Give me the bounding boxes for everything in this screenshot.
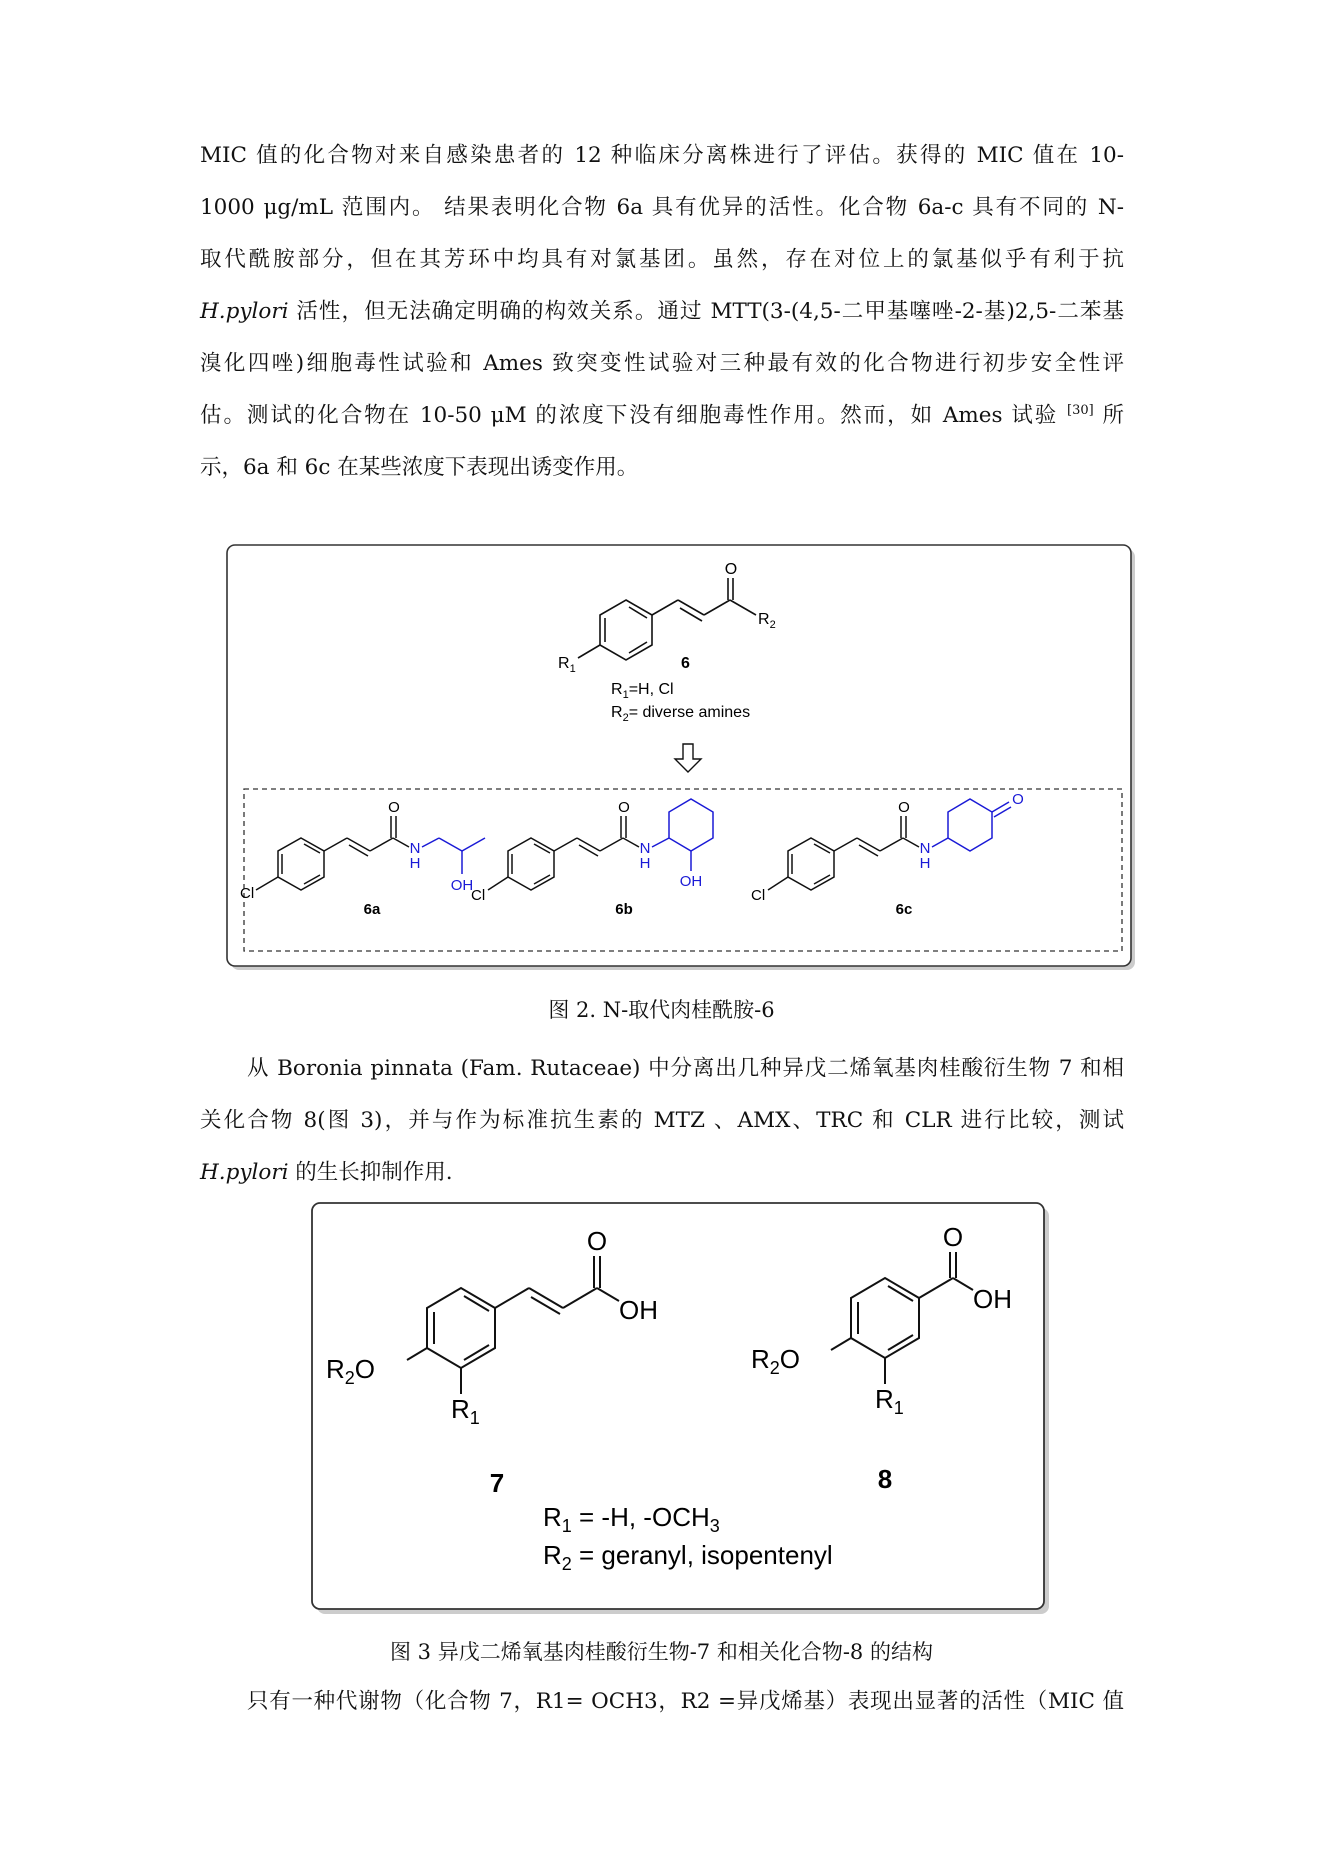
r2-definition-fig3: $R_2$ = geranyl, isopentenyl — [543, 1540, 833, 1574]
svg-text:OH: OH — [450, 877, 474, 894]
svg-text:O: O — [388, 799, 400, 816]
citation-ref: [30] — [1067, 403, 1094, 418]
paragraph-line: 取代酰胺部分，但在其芳环中均具有对氯基团。虽然，存在对位上的氯基似乎有利于抗 — [200, 247, 1124, 272]
paragraph-line: 溴化四唑)细胞毒性试验和 Ames 致突变性试验对三种最有效的化合物进行初步安全性评 — [200, 351, 1124, 376]
figure-3 — [311, 1202, 1051, 1616]
r2-substituent-label: $R_2$ — [758, 611, 776, 631]
species-name: H.pylori — [200, 1160, 289, 1185]
svg-text:H: H — [409, 855, 421, 872]
svg-text:H: H — [919, 855, 931, 872]
r2-definition: $R_2=$ diverse amines — [611, 704, 751, 724]
svg-text:N: N — [639, 840, 651, 857]
compound-6c-label: 6c — [895, 901, 913, 918]
paragraph-line: 1000 μg/mL 范围内。 结果表明化合物 6a 具有优异的活性。化合物 6a-c 具有不同的 N- — [200, 195, 1124, 220]
r1-label-8: $R_1$ — [875, 1384, 904, 1418]
compound-6b-label: 6b — [615, 901, 633, 918]
r1-definition: $R_1=H$, Cl — [611, 681, 674, 701]
figure-2 — [226, 544, 1136, 972]
svg-text:O: O — [586, 1226, 608, 1256]
figure-2-scheme — [226, 544, 1136, 972]
paragraph-line: H.pylori 的生长抑制作用. — [200, 1160, 453, 1185]
svg-text:OH: OH — [619, 1295, 658, 1325]
svg-text:N: N — [919, 840, 931, 857]
compound-7-label: 7 — [489, 1468, 505, 1498]
compound-6a-label: 6a — [363, 901, 381, 918]
r1-substituent-label: $R_1$ — [558, 655, 576, 675]
r1-definition-fig3: $R_1 = -H$, $-OCH_3$ — [543, 1502, 720, 1536]
paragraph-line: MIC 值的化合物对来自感染患者的 12 种临床分离株进行了评估。获得的 MIC 值在 10- — [200, 143, 1124, 168]
paragraph-1 — [200, 130, 1124, 494]
paragraph-line: 从 Boronia pinnata (Fam. Rutaceae) 中分离出几种异戊二烯氧基肉桂酸衍生物 7 和相 — [247, 1056, 1124, 1081]
species-name: H.pylori — [200, 299, 289, 324]
paragraph-line: 估。测试的化合物在 10-50 μM 的浓度下没有细胞毒性作用。然而，如 Ames 试验 [30] 所 — [200, 403, 1124, 428]
svg-text:H: H — [639, 855, 651, 872]
paragraph-line: 只有一种代谢物（化合物 7，R1= OCH3，R2 =异戊烯基）表现出显著的活性（MIC 值 — [247, 1689, 1124, 1714]
figure-3-scheme — [311, 1202, 1051, 1616]
figure-2-caption: 图 2. N-取代肉桂酰胺-6 — [548, 998, 775, 1022]
svg-text:Cl: Cl — [471, 887, 486, 904]
svg-text:O: O — [898, 799, 910, 816]
figure-3-caption: 图 3 异戊二烯氧基肉桂酸衍生物-7 和相关化合物-8 的结构 — [390, 1640, 933, 1664]
svg-text:OH: OH — [679, 873, 703, 890]
svg-text:O: O — [1012, 791, 1024, 808]
carbonyl-oxygen-label: O — [724, 561, 738, 578]
paragraph-2 — [200, 1043, 1124, 1199]
r2-label-7: $R_2O$ — [326, 1354, 376, 1388]
r1-label-7: $R_1$ — [451, 1394, 480, 1428]
svg-text:Cl: Cl — [751, 887, 766, 904]
svg-text:N: N — [409, 840, 421, 857]
compound-6-label: 6 — [681, 655, 690, 672]
paragraph-line: H.pylori 活性，但无法确定明确的构效关系。通过 MTT(3-(4,5-二甲基噻唑-2-基)2,5-二苯基 — [200, 299, 1124, 324]
paragraph-3 — [200, 1676, 1124, 1728]
r2-label-8: $R_2O$ — [751, 1344, 801, 1378]
paragraph-line: 示，6a 和 6c 在某些浓度下表现出诱变作用。 — [200, 455, 639, 480]
compound-8-label: 8 — [877, 1464, 893, 1494]
paragraph-line: 关化合物 8(图 3)，并与作为标准抗生素的 MTZ 、AMX、TRC 和 CLR 进行比较，测试 — [200, 1108, 1124, 1133]
svg-text:O: O — [618, 799, 630, 816]
svg-text:Cl: Cl — [240, 885, 255, 902]
svg-text:O: O — [942, 1222, 964, 1252]
svg-text:OH: OH — [973, 1284, 1012, 1314]
